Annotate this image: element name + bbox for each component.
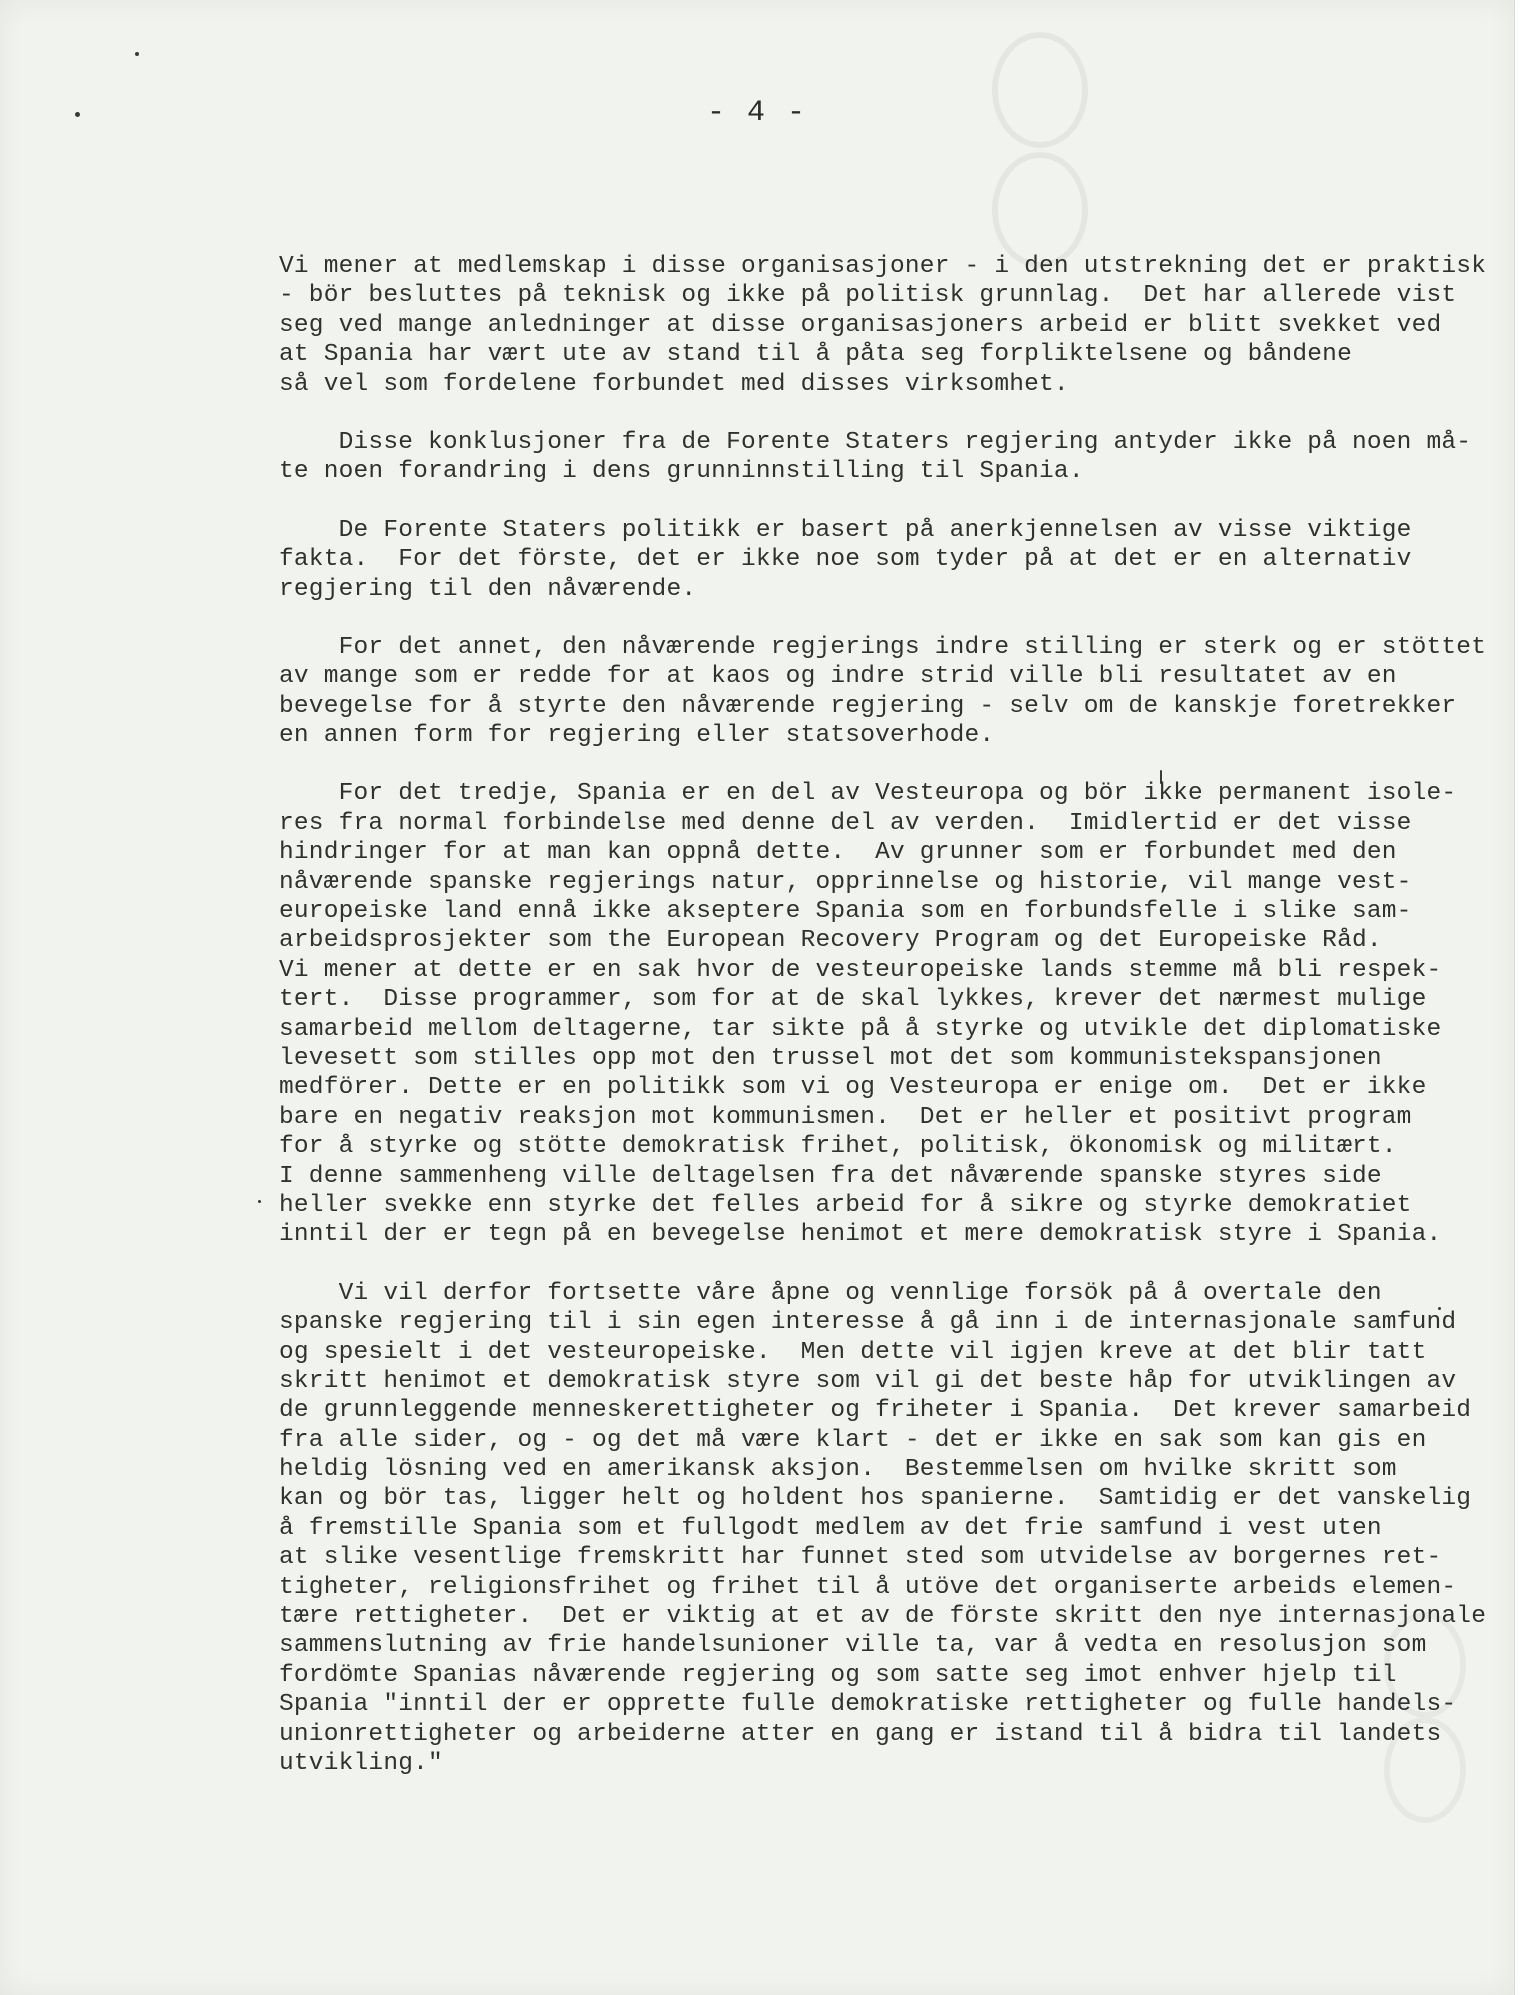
- paragraph: [279, 516, 1479, 604]
- text-line: For det tredje, Spania er en del av Vesteuropa og bör ikke permanent isole-: [279, 780, 1457, 808]
- text-line: For det annet, den nåværende regjerings indre stilling er sterk og er stöttet: [279, 633, 1487, 661]
- text-line: en annen form for regjering eller statsoverhode.: [279, 722, 995, 750]
- text-line: unionrettigheter og arbeiderne atter en gang er istand til å bidra til landets: [279, 1720, 1442, 1748]
- text-line: regjering til den nåværende.: [279, 575, 697, 603]
- text-line: inntil der er tegn på en bevegelse henimot et mere demokratisk styre i Spania.: [279, 1221, 1442, 1249]
- paragraph: [279, 252, 1487, 399]
- text-line: Vi mener at medlemskap i disse organisasjoner - i den utstrekning det er praktisk: [279, 253, 1487, 280]
- text-line: så vel som fordelene forbundet med disses virksomhet.: [279, 370, 1069, 398]
- text-line: Vi vil derfor fortsette våre åpne og vennlige forsök på å overtale den: [279, 1279, 1382, 1307]
- text-line: Spania "inntil der er opprette fulle demokratiske rettigheter og fulle handels-: [279, 1691, 1457, 1719]
- text-line: spanske regjering til i sin egen interesse å gå inn i de internasjonale samfund: [279, 1309, 1457, 1337]
- text-line: heller svekke enn styrke det felles arbeid for å sikre og styrke demokratiet: [279, 1191, 1412, 1219]
- text-line: de grunnleggende menneskerettigheter og friheter i Spania. Det krever samarbeid: [279, 1397, 1472, 1425]
- text-line: bare en negativ reaksjon mot kommunismen. Det er heller et positivt program: [279, 1103, 1412, 1131]
- watermark-stamp-icon: [985, 20, 1095, 270]
- text-line: samarbeid mellom deltagerne, tar sikte på å styrke og utvikle det diplomatiske: [279, 1015, 1442, 1043]
- text-line: medförer. Dette er en politikk som vi og Vesteuropa er enige om. Det er ikke: [279, 1074, 1427, 1102]
- text-line: utvikling.": [279, 1749, 443, 1777]
- paragraph: [279, 779, 1479, 1249]
- text-line: tære rettigheter. Det er viktig at et av de förste skritt den nye internasjonale: [279, 1603, 1487, 1631]
- text-line: - bör besluttes på teknisk og ikke på politisk grunnlag. Det har allerede vist: [279, 282, 1457, 310]
- text-line: å fremstille Spania som et fullgodt medlem av det frie samfund i vest uten: [279, 1514, 1382, 1542]
- paragraph: [279, 1279, 1487, 1779]
- text-line: skritt henimot et demokratisk styre som vil gi det beste håp for utviklingen av: [279, 1367, 1457, 1395]
- document-body: [279, 252, 1487, 1807]
- text-line: tert. Disse programmer, som for at de skal lykkes, krever det nærmest mulige: [279, 986, 1427, 1014]
- text-line: at Spania har vært ute av stand til å påta seg forpliktelsene og båndene: [279, 341, 1352, 369]
- scan-speck: [135, 52, 139, 56]
- text-line: te noen forandring i dens grunninnstilling til Spania.: [279, 458, 1084, 486]
- page-number: - 4 -: [706, 96, 807, 130]
- text-line: tigheter, religionsfrihet og frihet til å utöve det organiserte arbeids elemen-: [279, 1573, 1457, 1601]
- text-line: for å styrke og stötte demokratisk frihet, politisk, ökonomisk og militært.: [279, 1133, 1397, 1161]
- text-line: levesett som stilles opp mot den trussel mot det som kommunistekspansjonen: [279, 1044, 1382, 1072]
- text-line: Vi mener at dette er en sak hvor de vesteuropeiske lands stemme må bli respek-: [279, 956, 1442, 984]
- paragraph: [279, 633, 1487, 751]
- page-edge: [1514, 0, 1536, 1995]
- scan-speck: [258, 1200, 261, 1203]
- text-line: seg ved mange anledninger at disse organisasjoners arbeid er blitt svekket ved: [279, 311, 1442, 339]
- text-line: De Forente Staters politikk er basert på anerkjennelsen av visse viktige: [279, 516, 1412, 544]
- text-line: fakta. For det förste, det er ikke noe som tyder på at det er en alternativ: [279, 546, 1412, 574]
- paragraph: [279, 428, 1479, 487]
- text-line: Disse konklusjoner fra de Forente Staters regjering antyder ikke på noen må-: [279, 428, 1472, 456]
- text-line: fra alle sider, og - og det må være klart - det er ikke en sak som kan gis en: [279, 1426, 1427, 1454]
- text-line: fordömte Spanias nåværende regjering og som satte seg imot enhver hjelp til: [279, 1661, 1397, 1689]
- text-line: arbeidsprosjekter som the European Recovery Program og det Europeiske Råd.: [279, 927, 1382, 955]
- text-line: heldig lösning ved en amerikansk aksjon. Bestemmelsen om hvilke skritt som: [279, 1456, 1397, 1484]
- text-line: hindringer for at man kan oppnå dette. Av grunner som er forbundet med den: [279, 839, 1397, 867]
- text-line: nåværende spanske regjerings natur, opprinnelse og historie, vil mange vest-: [279, 868, 1412, 896]
- text-line: kan og bör tas, ligger helt og holdent hos spanierne. Samtidig er det vanskelig: [279, 1485, 1472, 1513]
- text-line: av mange som er redde for at kaos og indre strid ville bli resultatet av en: [279, 663, 1397, 691]
- text-line: sammenslutning av frie handelsunioner ville ta, var å vedta en resolusjon som: [279, 1632, 1427, 1660]
- text-line: res fra normal forbindelse med denne del av verden. Imidlertid er det visse: [279, 809, 1412, 837]
- text-line: bevegelse for å styrte den nåværende regjering - selv om de kanskje foretrekker: [279, 692, 1457, 720]
- text-line: I denne sammenheng ville deltagelsen fra det nåværende spanske styres side: [279, 1162, 1382, 1190]
- text-line: at slike vesentlige fremskritt har funnet sted som utvidelse av borgernes ret-: [279, 1544, 1442, 1572]
- text-line: europeiske land ennå ikke akseptere Spania som en forbundsfelle i slike sam-: [279, 898, 1412, 926]
- text-line: og spesielt i det vesteuropeiske. Men dette vil igjen kreve at det blir tatt: [279, 1338, 1427, 1366]
